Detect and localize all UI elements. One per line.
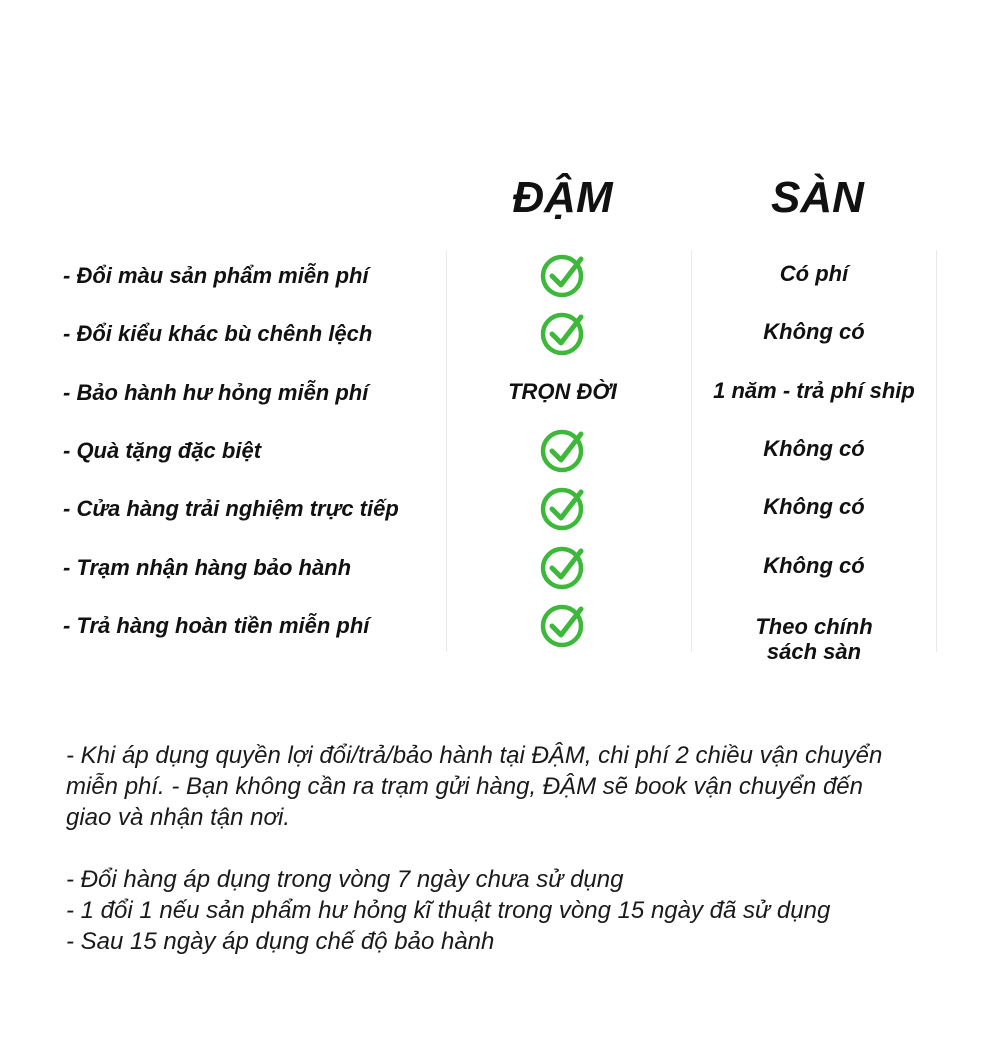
note-line: - 1 đổi 1 nếu sản phẩm hư hỏng kĩ thuật trong vòng 15 ngày đã sử dụng bbox=[66, 897, 831, 924]
san-cell: 1 năm - trả phí ship bbox=[713, 378, 915, 403]
row-label: - Cửa hàng trải nghiệm trực tiếp bbox=[63, 496, 399, 521]
note-line: giao và nhận tận nơi. bbox=[66, 804, 291, 831]
note-line: - Sau 15 ngày áp dụng chế độ bảo hành bbox=[66, 928, 495, 955]
column-header-dam: ĐẬM bbox=[512, 173, 613, 222]
san-cell: Không có bbox=[763, 319, 865, 344]
check-circle-icon bbox=[540, 544, 586, 590]
note-line: - Khi áp dụng quyền lợi đổi/trả/bảo hành tại ĐẬM, chi phí 2 chiều vận chuyển bbox=[66, 742, 883, 769]
san-cell: Có phí bbox=[779, 261, 849, 286]
row-label: - Đổi màu sản phẩm miễn phí bbox=[63, 263, 369, 288]
row-label: - Quà tặng đặc biệt bbox=[63, 438, 262, 463]
check-circle-icon bbox=[540, 427, 586, 473]
dam-cell bbox=[455, 541, 670, 593]
check-circle-icon bbox=[540, 310, 586, 356]
note-line: - Đổi hàng áp dụng trong vòng 7 ngày chưa sử dụng bbox=[66, 866, 624, 893]
dam-cell bbox=[455, 599, 670, 651]
note-line: miễn phí. - Bạn không cần ra trạm gửi hàng, ĐẬM sẽ book vận chuyển đến bbox=[66, 773, 863, 800]
san-cell: Không có bbox=[763, 436, 865, 461]
dam-cell bbox=[455, 482, 670, 534]
dam-cell bbox=[455, 249, 670, 301]
san-cell-line: sách sàn bbox=[766, 639, 862, 664]
check-circle-icon bbox=[540, 252, 586, 298]
check-circle-icon bbox=[540, 602, 586, 648]
dam-cell bbox=[455, 424, 670, 476]
dam-cell bbox=[455, 307, 670, 359]
policy-notes bbox=[66, 740, 946, 957]
san-cell-line: Theo chính bbox=[755, 614, 873, 639]
row-label: - Trả hàng hoàn tiền miễn phí bbox=[63, 613, 370, 638]
row-label: - Đổi kiểu khác bù chênh lệch bbox=[63, 321, 373, 346]
table-row bbox=[0, 611, 1000, 669]
san-cell: Không có bbox=[763, 494, 865, 519]
note-spacer bbox=[66, 833, 946, 864]
dam-cell bbox=[455, 366, 670, 418]
row-label: - Bảo hành hư hỏng miễn phí bbox=[63, 380, 369, 405]
dam-cell-text: TRỌN ĐỜI bbox=[508, 379, 617, 404]
check-circle-icon bbox=[540, 485, 586, 531]
column-header-san: SÀN bbox=[771, 173, 864, 222]
row-label: - Trạm nhận hàng bảo hành bbox=[63, 555, 352, 580]
san-cell bbox=[696, 614, 932, 664]
san-cell: Không có bbox=[763, 553, 865, 578]
